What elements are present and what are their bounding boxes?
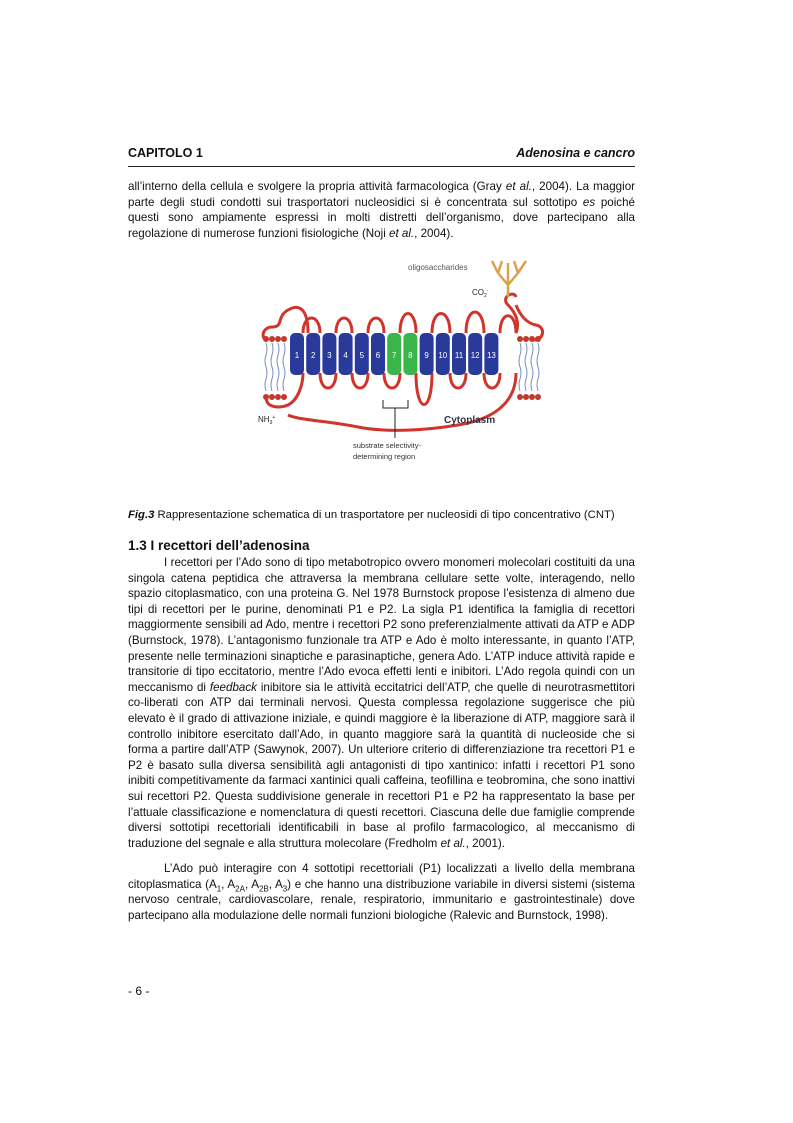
caption-label: Fig.3: [128, 509, 155, 521]
lipid-head: [281, 394, 287, 400]
lipid-head: [275, 336, 281, 342]
membrane-lipids: [263, 336, 541, 400]
helix-label: 4: [343, 351, 348, 360]
section-title: 1.3 I recettori dell’adenosina: [128, 538, 310, 553]
oligosaccharides-label: oligosaccharides: [408, 263, 468, 272]
lipid-head: [269, 336, 275, 342]
lipid-head: [523, 394, 529, 400]
cnt-transporter-figure: [258, 255, 548, 503]
helix-label: 13: [486, 351, 496, 360]
cytoplasm-label: Cytoplasm: [444, 415, 496, 426]
helix-label: 9: [424, 351, 429, 360]
lipid-head: [517, 336, 523, 342]
lipid-tail: [277, 343, 279, 391]
lipid-head: [269, 394, 275, 400]
paragraph-subtypes: L’Ado può interagire con 4 sottotipi recettoriali (P1) localizzati a livello della membrana citoplasmatica ($A_1$, $A_{2A}$, $A_{2B}$, $A_3$) e che hanno una distribuzione variabile in diversi sistemi (sistema nervoso centrale, cardiovascolare, renale, respiratorio, immunitario e gastrointestinale) dove partecipano alla modulazione delle normali funzioni biologiche (Ralevic and Burnstock, 1998).: [128, 862, 636, 922]
cnt-diagram: [258, 255, 548, 503]
lipid-tail: [283, 343, 285, 391]
region-label-line1: substrate selectivity-: [353, 441, 421, 450]
helix-label: 1: [294, 351, 300, 360]
paragraph-receptors: I recettori per l’Ado sono di tipo metabotropico ovvero monomeri molecolari costituiti da una singola catena peptidica che attraversa la membrana cellulare sette volte, interagendo, nello spazio citoplasmatico, con una proteina G. Nel 1978 Burnstock propose l’esistenza di almeno due tipi di recettori per le purine, denominati P1 e P2. La sigla P1 identifica la famiglia di recettori maggiormente sensibili ad Ado, mentre i recettori P2 sono preferenzialmente attivati da ATP e ADP (Burnstock, 1978). L’antagonismo funzionale tra ATP e Ado è molto interessante, in quanto l’ATP, presente nelle terminazioni sinaptiche e parasinaptiche, genera Ado. L’ATP induce attività rapide e transitorie di tipo eccitatorio, mentre l’Ado evoca effetti lenti e inibitori. L’Ado regola quindi con un meccanismo di feedback inibitore sia le attività eccitatrici dell’ATP, che quelle di neurotrasmettitori co-liberati con ATP dai terminali nervosi. Questa complessa regolazione suggerisce che più elevato è il grado di attivazione iniziale, e quindi maggiore è la liberazione di ATP, maggiore sarà il controllo inibitore esercitato dall’Ado, in quanto maggiore sarà la quantità di nucleoside che si forma a partire dall’ATP (Sawynok, 2007). Un ulteriore criterio di differenziazione tra recettori P1 e P2 è basato sulla diversa sensibilità agli antagonisti di tipo xantinico: infatti i recettori P1 sono inibiti competitivamente da farmaci xantinici quali caffeina, teofillina e teobromina, che sono inattivi sui recettori P2. Questa suddivisione generale in recettori P1 e P2 ha rappresentato la base per l’attuale classificazione e nomenclatura di questi recettori. Ciascuna delle due famiglie comprende diversi sottotipi recettoriali identificabili in base al profilo farmacologico, al meccanismo di traduzione del segnale e alla struttura molecolare (Fredholm et al., 2001).: [128, 556, 635, 850]
region-label-line2: determining region: [353, 452, 416, 461]
lipid-tail: [519, 343, 521, 391]
caption-text: Rappresentazione schematica di un trasportatore per nucleosidi di tipo concentrativo (CNT): [154, 509, 615, 521]
lipid-tail: [265, 343, 267, 391]
helix-label: 12: [470, 351, 480, 360]
lipid-head: [275, 394, 281, 400]
transmembrane-helices: [290, 333, 498, 375]
helix-label: 5: [359, 351, 365, 360]
page-number: - 6 -: [128, 984, 150, 998]
helix-label: 11: [454, 351, 464, 360]
lipid-head: [517, 394, 523, 400]
lipid-tail: [271, 343, 273, 391]
chapter-label: CAPITOLO 1: [128, 146, 203, 160]
region-bracket: [383, 400, 408, 438]
helix-label: 10: [438, 351, 448, 360]
lipid-head: [281, 336, 287, 342]
lipid-head: [529, 394, 535, 400]
oligosaccharide-tree: [492, 261, 526, 297]
lipid-tail: [531, 343, 533, 391]
running-header: [128, 146, 635, 167]
figure-caption: [128, 509, 635, 521]
helix-label: 6: [375, 351, 381, 360]
helix-label: 7: [391, 351, 397, 360]
lipid-head: [535, 394, 541, 400]
chapter-title: Adenosina e cancro: [516, 146, 635, 160]
paragraph-intro: all’interno della cellula e svolgere la propria attività farmacologica (Gray et al., 2004). La maggior parte degli studi condotti sui trasportatori nucleosidici si è concentrata sul sottotipo es poiché questi sono ampiamente espressi in molti distretti dell’organismo, dove partecipano alla regolazione di numerose funzioni fisiologiche (Noji et al., 2004).: [128, 180, 635, 240]
lipid-tail: [525, 343, 527, 391]
lipid-head: [523, 336, 529, 342]
helix-label: 2: [310, 351, 316, 360]
peptide-loops: [263, 294, 543, 430]
helix-label: 8: [408, 351, 413, 360]
co2-label: $CO_2^-$: [472, 288, 489, 299]
nh3-label: $NH_3^+$: [258, 415, 276, 426]
helix-label: 3: [327, 351, 332, 360]
lipid-tail: [537, 343, 539, 391]
